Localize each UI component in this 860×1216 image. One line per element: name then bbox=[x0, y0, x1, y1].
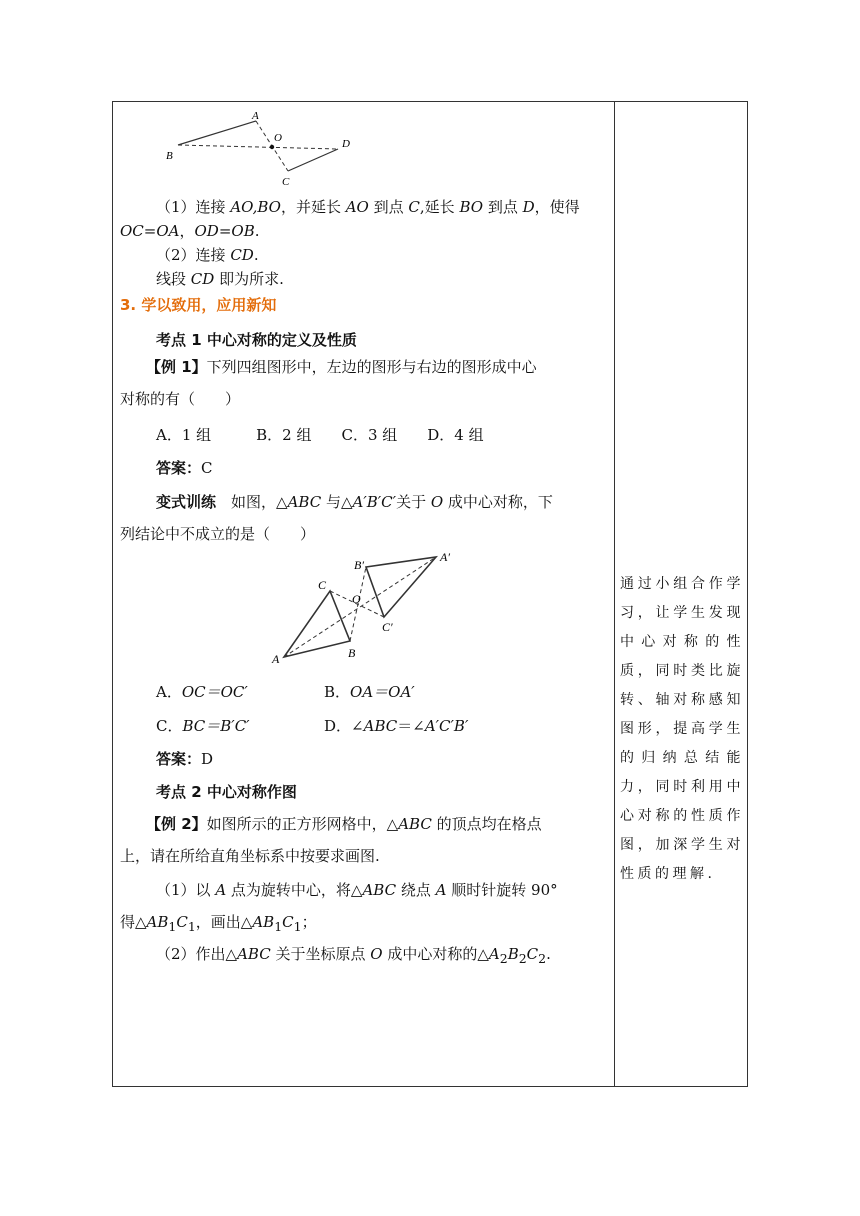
fig2-label-a-prime: A′ bbox=[440, 550, 450, 564]
fig2-label-a: A bbox=[272, 652, 280, 666]
step-3: 线段 CD 即为所求. bbox=[156, 270, 284, 288]
fig2-label-c-prime: C′ bbox=[382, 620, 393, 634]
fig1-label-c: C bbox=[282, 176, 290, 185]
fig2-label-b: B bbox=[348, 646, 356, 660]
variant-option-c: C．BC＝B′C′ bbox=[156, 717, 250, 735]
fig1-label-a: A bbox=[252, 110, 259, 122]
ex1-options: A．1 组 B．2 组 C．3 组 D．4 组 bbox=[156, 426, 484, 444]
variant-line-1: 变式训练 如图，△ABC 与△A′B′C′关于 O 成中心对称，下 bbox=[156, 493, 553, 511]
fig1-label-d: D bbox=[342, 138, 350, 150]
column-divider bbox=[614, 101, 615, 1087]
section-3-heading: 3. 学以致用，应用新知 bbox=[120, 296, 277, 314]
ex2-line-2: 上，请在所给直角坐标系中按要求画图. bbox=[120, 847, 380, 865]
ex2-line-1: 【例 2】如图所示的正方形网格中，△ABC 的顶点均在格点 bbox=[146, 815, 542, 833]
figure-segment-symmetry bbox=[164, 109, 354, 185]
step-2: （2）连接 CD. bbox=[156, 246, 259, 264]
step-1-line-2: OC=OA，OD=OB. bbox=[120, 222, 260, 240]
variant-option-d: D．∠ABC＝∠A′C′B′ bbox=[324, 717, 469, 735]
figure-triangle-symmetry bbox=[270, 549, 470, 669]
variant-option-a: A．OC＝OC′ bbox=[156, 683, 248, 701]
ex2-q2: （2）作出△ABC 关于坐标原点 O 成中心对称的$\triangle A_2B_2C_2$. bbox=[156, 945, 551, 966]
kp1-heading: 考点 1 中心对称的定义及性质 bbox=[156, 331, 357, 349]
fig1-label-o: O bbox=[274, 132, 282, 144]
fig2-label-b-prime: B′ bbox=[354, 558, 364, 572]
design-intent-note: 通过小组合作学习，让学生发现中心对称的性质，同时类比旋转、轴对称感知图形，提高学生的归纳总结能力，同时利用中心对称的性质作图，加深学生对性质的理解. bbox=[620, 576, 744, 882]
step-1-line-1: （1）连接 AO,BO，并延长 AO 到点 C,延长 BO 到点 D，使得 bbox=[156, 198, 580, 216]
ex1-answer: 答案：C bbox=[156, 459, 213, 477]
variant-line-2: 列结论中不成立的是（ ） bbox=[120, 525, 316, 543]
fig1-label-b: B bbox=[166, 150, 173, 162]
ex1-line-1: 【例 1】下列四组图形中，左边的图形与右边的图形成中心 bbox=[146, 358, 537, 376]
variant-answer: 答案：D bbox=[156, 750, 214, 768]
ex2-q1-line-1: （1）以 A 点为旋转中心，将△ABC 绕点 A 顺时针旋转 90° bbox=[156, 881, 558, 899]
fig2-label-o: O bbox=[352, 592, 361, 606]
kp2-heading: 考点 2 中心对称作图 bbox=[156, 783, 297, 801]
fig2-label-c: C bbox=[318, 578, 327, 592]
ex2-q1-line-2: 得$\triangle AB_1C_1$，画出$\triangle AB_1C_1$； bbox=[120, 913, 317, 934]
ex1-line-2: 对称的有（ ） bbox=[120, 390, 241, 408]
variant-option-b: B．OA＝OA′ bbox=[324, 683, 415, 701]
